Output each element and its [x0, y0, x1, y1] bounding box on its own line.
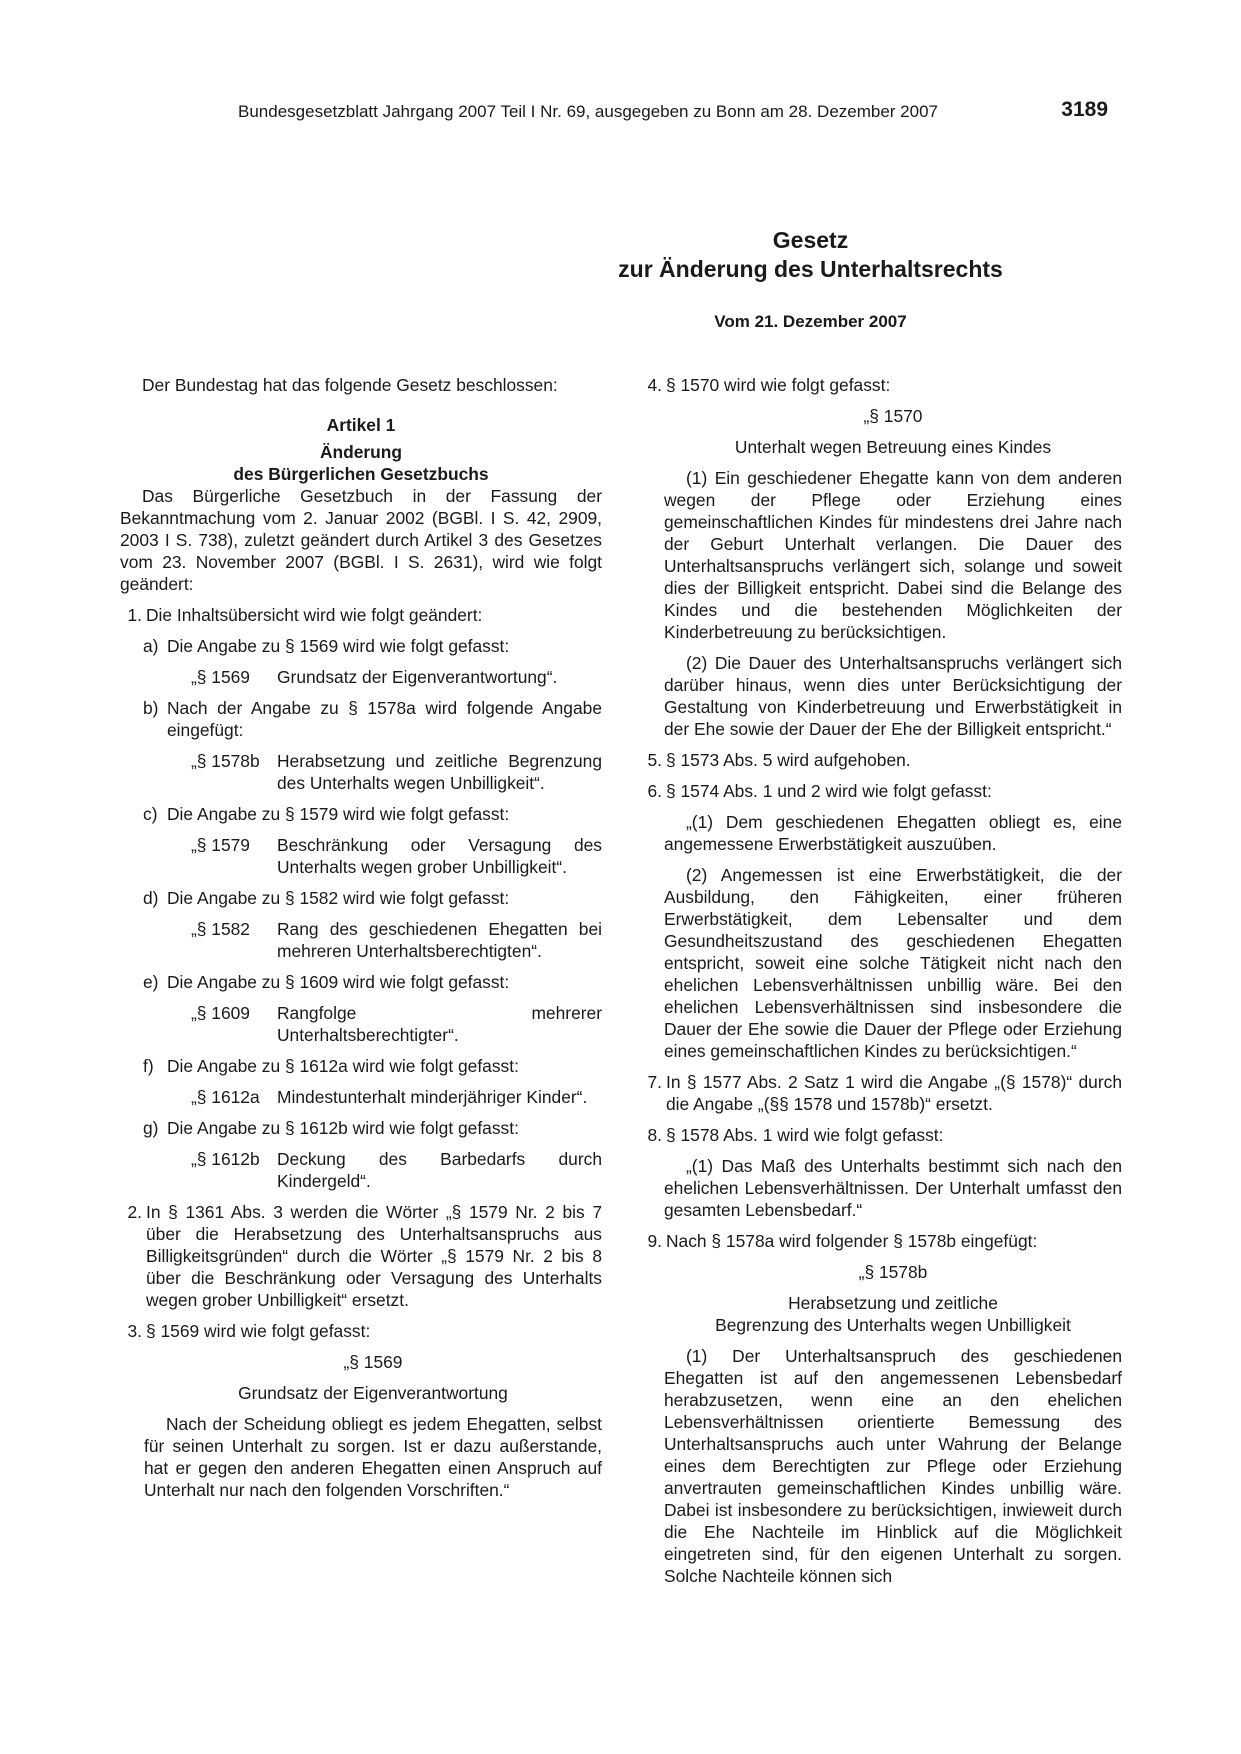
- sub-text: Die Angabe zu § 1612b wird wie folgt gefasst:: [167, 1118, 519, 1138]
- list-item: [640, 1230, 1122, 1252]
- toc-title: Rangfolge mehrerer Unterhaltsberechtigter“.: [277, 1003, 602, 1045]
- item-text: Die Inhaltsübersicht wird wie folgt geändert:: [146, 605, 483, 625]
- list-item: [640, 749, 1122, 771]
- toc-title: Deckung des Barbedarfs durch Kindergeld“.: [277, 1149, 602, 1191]
- section-heading: Unterhalt wegen Betreuung eines Kindes: [734, 437, 1052, 457]
- article-heading: Artikel 1: [326, 415, 396, 435]
- article-title-line2: des Bürgerlichen Gesetzbuchs: [233, 464, 489, 484]
- toc-title: Beschränkung oder Versagung des Unterhalts wegen grober Unbilligkeit“.: [277, 835, 602, 877]
- section-heading: Grundsatz der Eigenverantwortung: [238, 1383, 508, 1403]
- section-paragraph: (2) Die Dauer des Unterhaltsanspruchs verlängert sich darüber hinaus, wenn dies unter Berücksichtigung der Gestaltung von Kinderbetreuung und Erwerbstätigkeit in der Ehe sowie der Dauer der Ehe der Billigkeit entspricht.“: [664, 653, 1122, 739]
- list-item: [120, 1201, 602, 1311]
- item-text: § 1574 Abs. 1 und 2 wird wie folgt gefasst:: [666, 781, 992, 801]
- item-number: 1.: [127, 605, 142, 625]
- sub-letter: c): [143, 804, 158, 824]
- toc-title: Grundsatz der Eigenverantwortung“.: [277, 667, 558, 687]
- item-text: Nach § 1578a wird folgender § 1578b eingefügt:: [666, 1231, 1038, 1251]
- toc-title: Rang des geschiedenen Ehegatten bei mehreren Unterhaltsberechtigten“.: [277, 919, 602, 961]
- list-item: [640, 780, 1122, 802]
- enactment-clause: Der Bundestag hat das folgende Gesetz beschlossen:: [142, 375, 558, 395]
- sub-text: Die Angabe zu § 1579 wird wie folgt gefasst:: [167, 804, 510, 824]
- sub-item-b: [120, 697, 602, 794]
- law-title-block: [0, 226, 1241, 332]
- item-number: 5.: [647, 750, 662, 770]
- list-item: [120, 1320, 602, 1342]
- toc-paragraph: „§ 1569: [191, 667, 250, 687]
- sub-text: Die Angabe zu § 1569 wird wie folgt gefasst:: [167, 636, 510, 656]
- list-item: [120, 604, 602, 626]
- item-number: 6.: [647, 781, 662, 801]
- running-head: Bundesgesetzblatt Jahrgang 2007 Teil I Nr. 69, ausgegeben zu Bonn am 28. Dezember 2007: [238, 102, 938, 121]
- section-paragraph: „(1) Das Maß des Unterhalts bestimmt sich nach den ehelichen Lebensverhältnissen. Der Unterhalt umfasst den gesamten Lebensbedarf.“: [664, 1156, 1122, 1220]
- section-number: „§ 1578b: [858, 1262, 928, 1282]
- law-title-line1: Gesetz: [772, 227, 849, 253]
- section-body: Nach der Scheidung obliegt es jedem Ehegatten, selbst für seinen Unterhalt zu sorgen. Ist er dazu außerstande, hat er gegen den anderen Ehegatten einen Anspruch auf Unterhalt nur nach den folgenden Vorschriften.“: [144, 1414, 602, 1500]
- sub-text: Die Angabe zu § 1609 wird wie folgt gefasst:: [167, 972, 510, 992]
- toc-paragraph: „§ 1612a: [191, 1087, 260, 1107]
- section-paragraph: (1) Ein geschiedener Ehegatte kann von dem anderen wegen der Pflege oder Erziehung eines gemeinschaftlichen Kindes für mindestens drei Jahre nach der Geburt Unterhalt verlangen. Die Dauer des Unterhaltsanspruchs verlängert sich, solange und soweit dies der Billigkeit entspricht. Dabei sind die Belange des Kindes und die bestehenden Möglichkeiten der Kinderbetreuung zu berücksichtigen.: [664, 468, 1122, 642]
- toc-title: Mindestunterhalt minderjähriger Kinder“.: [277, 1087, 588, 1107]
- page-number: 3189: [1061, 98, 1108, 121]
- quoted-section-1570: [640, 405, 1122, 740]
- section-number: „§ 1570: [863, 406, 923, 426]
- toc-paragraph: „§ 1612b: [191, 1149, 260, 1169]
- item-text: In § 1361 Abs. 3 werden die Wörter „§ 1579 Nr. 2 bis 7 über die Herabsetzung des Unterhaltsanspruchs aus Billigkeitsgründen“ durch die Wörter „§ 1579 Nr. 2 bis 8 über die Beschränkung oder Versagung des Unterhalts wegen grober Unbilligkeit“ ersetzt.: [146, 1202, 602, 1310]
- toc-paragraph: „§ 1582: [191, 919, 250, 939]
- quoted-section-1574: [640, 811, 1122, 1062]
- item-number: 2.: [127, 1202, 142, 1222]
- item-text: § 1569 wird wie folgt gefasst:: [146, 1321, 371, 1341]
- toc-paragraph: „§ 1579: [191, 835, 250, 855]
- sub-text: Die Angabe zu § 1582 wird wie folgt gefasst:: [167, 888, 510, 908]
- list-item: [640, 1124, 1122, 1146]
- sub-letter: d): [143, 888, 159, 908]
- sub-letter: g): [143, 1118, 159, 1138]
- item-text: § 1573 Abs. 5 wird aufgehoben.: [666, 750, 911, 770]
- item-text: In § 1577 Abs. 2 Satz 1 wird die Angabe „(§ 1578)“ durch die Angabe „(§§ 1578 und 1578b)“ ersetzt.: [666, 1072, 1122, 1114]
- item-number: 3.: [127, 1321, 142, 1341]
- page-header: [238, 98, 1108, 128]
- sub-letter: a): [143, 636, 159, 656]
- left-column: [120, 374, 602, 1501]
- sub-text: Nach der Angabe zu § 1578a wird folgende Angabe eingefügt:: [167, 698, 602, 740]
- right-column: [640, 374, 1122, 1587]
- item-number: 7.: [647, 1072, 662, 1092]
- item-text: § 1570 wird wie folgt gefasst:: [666, 375, 891, 395]
- sub-item-d: [120, 887, 602, 962]
- sub-item-g: [120, 1117, 602, 1192]
- sub-letter: f): [143, 1056, 154, 1076]
- law-title-line2: zur Änderung des Unterhaltsrechts: [618, 256, 1003, 282]
- section-paragraph: „(1) Dem geschiedenen Ehegatten obliegt es, eine angemessene Erwerbstätigkeit auszuüben.: [664, 812, 1122, 854]
- section-paragraph: (2) Angemessen ist eine Erwerbstätigkeit, die der Ausbildung, den Fähigkeiten, einer früheren Erwerbstätigkeit, dem Lebensalter und dem Gesundheitszustand des geschiedenen Ehegatten entspricht, soweit eine solche Tätigkeit nicht nach den ehelichen Lebensverhältnissen unbillig wäre. Bei den ehelichen Lebensverhältnissen sind insbesondere die Dauer der Ehe sowie die Dauer der Pflege oder Erziehung eines gemeinschaftlichen Kindes zu berücksichtigen.“: [664, 865, 1122, 1061]
- toc-paragraph: „§ 1578b: [191, 751, 260, 771]
- item-number: 4.: [647, 375, 662, 395]
- item-number: 9.: [647, 1231, 662, 1251]
- toc-paragraph: „§ 1609: [191, 1003, 250, 1023]
- section-paragraph: (1) Der Unterhaltsanspruch des geschiedenen Ehegatten ist auf den angemessenen Lebensbedarf herabzusetzen, wenn eine an den ehelichen Lebensverhältnissen orientierte Bemessung des Unterhaltsanspruchs auch unter Wahrung der Belange eines dem Berechtigten zur Pflege oder Erziehung anvertrauten gemeinschaftlichen Kindes unbillig wäre. Dabei ist insbesondere zu berücksichtigen, inwieweit durch die Ehe Nachteile im Hinblick auf die Möglichkeit eingetreten sind, für den eigenen Unterhalt zu sorgen. Solche Nachteile können sich: [664, 1346, 1122, 1586]
- toc-title: Herabsetzung und zeitliche Begrenzung des Unterhalts wegen Unbilligkeit“.: [277, 751, 602, 793]
- sub-item-a: [120, 635, 602, 688]
- article-intro: Das Bürgerliche Gesetzbuch in der Fassung der Bekanntmachung vom 2. Januar 2002 (BGBl. I S. 42, 2909, 2003 I S. 738), zuletzt geändert durch Artikel 3 des Gesetzes vom 23. November 2007 (BGBl. I S. 2631), wird wie folgt geändert:: [120, 486, 602, 594]
- list-item: [640, 374, 1122, 396]
- law-date: Vom 21. Dezember 2007: [714, 312, 907, 331]
- article-title-line1: Änderung: [319, 442, 403, 462]
- item-text: § 1578 Abs. 1 wird wie folgt gefasst:: [666, 1125, 944, 1145]
- sub-item-f: [120, 1055, 602, 1108]
- section-heading-line2: Begrenzung des Unterhalts wegen Unbilligkeit: [715, 1315, 1071, 1335]
- quoted-section-1578b: [640, 1261, 1122, 1587]
- sub-item-e: [120, 971, 602, 1046]
- section-number: „§ 1569: [343, 1352, 403, 1372]
- item-number: 8.: [647, 1125, 662, 1145]
- quoted-section-1569: [120, 1351, 602, 1501]
- section-heading-line1: Herabsetzung und zeitliche: [788, 1293, 998, 1313]
- sub-item-c: [120, 803, 602, 878]
- list-item: [640, 1071, 1122, 1115]
- sub-letter: e): [143, 972, 159, 992]
- sub-text: Die Angabe zu § 1612a wird wie folgt gefasst:: [167, 1056, 519, 1076]
- quoted-section-1578: [640, 1155, 1122, 1221]
- sub-letter: b): [143, 698, 159, 718]
